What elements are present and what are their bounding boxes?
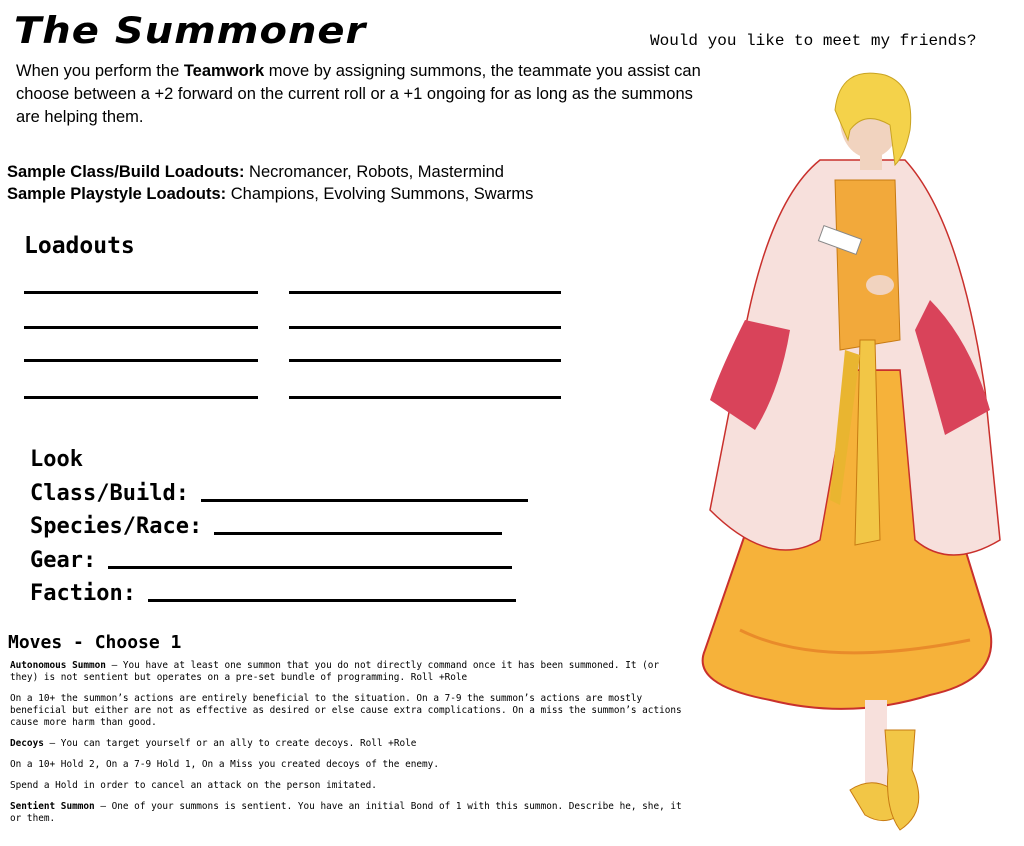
field-label: Species/Race: (30, 514, 203, 539)
move-autonomous-summon (10, 660, 686, 684)
loadout-blank-1b[interactable] (289, 291, 561, 294)
field-blank[interactable] (201, 499, 528, 502)
move-name: Autonomous Summon (10, 660, 106, 671)
field-blank[interactable] (108, 566, 512, 569)
loadout-blank-2b[interactable] (289, 326, 561, 329)
move-sentient-summon (10, 801, 686, 825)
loadout-blank-2a[interactable] (24, 326, 258, 329)
loadout-blank-4b[interactable] (289, 396, 561, 399)
intro-paragraph (16, 60, 706, 129)
sample-playstyle-value: Champions, Evolving Summons, Swarms (226, 185, 534, 203)
intro-prefix: When you perform the (16, 62, 184, 80)
loadout-blank-3b[interactable] (289, 359, 561, 362)
move-decoys-results (10, 759, 686, 771)
field-gear[interactable] (30, 547, 512, 575)
move-name: Sentient Summon (10, 801, 95, 812)
move-text: – You have at least one summon that you do not directly command once it has been summoned. It (or they) is not sentient but operates on a pre-set bundle of programming. Roll +Role (10, 660, 660, 683)
moves-heading: Moves - Choose 1 (8, 632, 182, 653)
field-blank[interactable] (214, 532, 502, 535)
move-text: – You can target yourself or an ally to create decoys. Roll +Role (43, 738, 417, 749)
sample-class-label: Sample Class/Build Loadouts: (7, 163, 245, 181)
move-decoys (10, 738, 686, 750)
field-label: Faction: (30, 581, 136, 606)
field-label: Class/Build: (30, 481, 189, 506)
field-blank[interactable] (148, 599, 516, 602)
field-class-build[interactable] (30, 480, 528, 508)
intro-teamwork: Teamwork (183, 62, 265, 80)
moves-list (10, 660, 686, 834)
move-text: – One of your summons is sentient. You have an initial Bond of 1 with this summon. Describe he, she, it or them. (10, 801, 682, 824)
look-heading: Look (30, 447, 83, 472)
sample-playstyle-loadouts (7, 183, 533, 205)
move-text: On a 10+ Hold 2, On a 7-9 Hold 1, On a Miss you created decoys of the enemy. (10, 759, 439, 770)
move-text: On a 10+ the summon’s actions are entirely beneficial to the situation. On a 7-9 the summon’s actions are mostly beneficial but either are not as effective as desired or else cause extra complications. On a miss the summon’s actions cause more harm than good. (10, 693, 682, 728)
loadout-blank-4a[interactable] (24, 396, 258, 399)
move-name: Decoys (10, 738, 44, 749)
page-title: The Summoner (14, 10, 367, 53)
move-autonomous-results (10, 693, 686, 729)
move-text: Spend a Hold in order to cancel an attack on the person imitated. (10, 780, 377, 791)
move-decoys-hold (10, 780, 686, 792)
field-species-race[interactable] (30, 513, 502, 541)
intro-suffix: move by assigning summons, the teammate you assist can choose between a +2 forward on the current roll or a +1 ongoing for as long as the summons are helping them. (16, 62, 701, 126)
sample-class-loadouts (7, 161, 504, 183)
loadouts-heading: Loadouts (24, 233, 135, 259)
summoner-character-illustration (700, 70, 1018, 840)
loadout-blank-1a[interactable] (24, 291, 258, 294)
tagline: Would you like to meet my friends? (650, 32, 977, 50)
field-faction[interactable] (30, 580, 516, 608)
sample-class-value: Necromancer, Robots, Mastermind (244, 163, 504, 181)
loadout-blank-3a[interactable] (24, 359, 258, 362)
field-label: Gear: (30, 548, 97, 573)
sample-playstyle-label: Sample Playstyle Loadouts: (7, 185, 227, 203)
